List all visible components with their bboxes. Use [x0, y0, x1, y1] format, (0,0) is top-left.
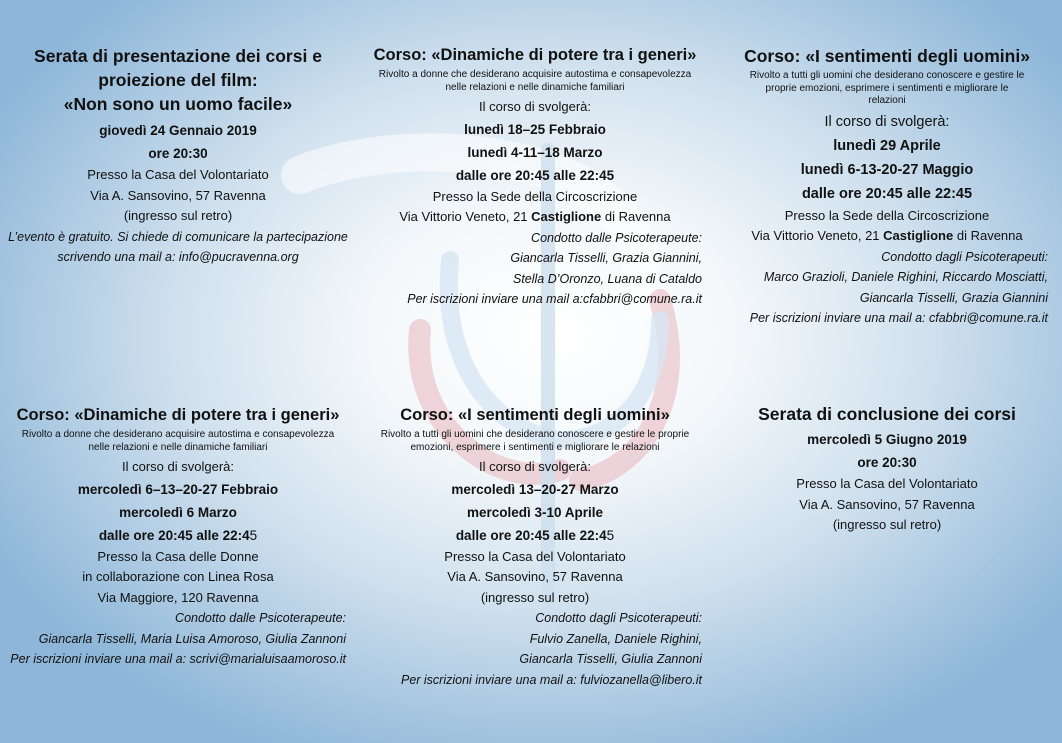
course-address: Via Vittorio Veneto, 21 Castiglione di Ravenna — [751, 228, 1023, 243]
course-subtitle: Rivolto a tutti gli uomini che desiderano conoscere e gestire le proprie — [380, 429, 690, 440]
course-conductors: Stella D’Oronzo, Luana di Cataldo — [512, 271, 702, 286]
course-time: dalle ore 20:45 alle 22:45 — [455, 167, 615, 183]
course-conductors: Giancarla Tisselli, Grazia Giannini — [859, 290, 1048, 305]
course-dates: lunedì 29 Aprile — [833, 137, 941, 154]
course-conductors: Marco Grazioli, Daniele Righini, Riccardo Mosciatti, — [763, 270, 1048, 284]
course-title: Corso: «I sentimenti degli uomini» — [744, 46, 1030, 66]
course-dates: lunedì 6-13-20-27 Maggio — [800, 161, 974, 178]
event-title: proiezione del film: — [98, 70, 258, 90]
course-conductors-label: Condotto dagli Psicoterapeuti: — [881, 249, 1048, 264]
course-dates: lunedì 4-11–18 Marzo — [467, 144, 603, 160]
course-conductors: Fulvio Zanella, Daniele Righini, — [529, 631, 702, 646]
course-place: Presso la Sede della Circoscrizione — [784, 207, 990, 223]
course-intro: Il corso di svolgerà: — [824, 113, 950, 130]
event-time: ore 20:30 — [148, 146, 208, 161]
course-subtitle: Rivolto a donne che desiderano acquisire autostima e consapevolezza — [378, 69, 692, 80]
course-time: dalle ore 20:45 alle 22:45 — [801, 185, 973, 202]
course-entrance: (ingresso sul retro) — [480, 589, 590, 605]
event-opening-block — [8, 44, 348, 268]
course-dates: mercoledì 6–13–20-27 Febbraio — [77, 481, 279, 497]
course-dates: mercoledì 13–20-27 Marzo — [451, 481, 619, 497]
event-address: Via A. Sansovino, 57 Ravenna — [799, 496, 975, 512]
course-men-block — [722, 44, 1052, 329]
event-date: giovedì 24 Gennaio 2019 — [99, 123, 257, 138]
course-subtitle: relazioni — [868, 95, 906, 106]
course-subtitle: nelle relazioni e nelle dinamiche familiari — [445, 81, 625, 93]
course-conductors: Giancarla Tisselli, Giulia Zannoni — [519, 652, 702, 666]
course-women-block — [360, 44, 710, 310]
course-time: dalle ore 20:45 alle 22:45 — [98, 527, 258, 543]
course-place: Presso la Sede della Circoscrizione — [432, 188, 638, 204]
film-title: «Non sono un uomo facile» — [63, 94, 293, 114]
course-title: Corso: «I sentimenti degli uomini» — [400, 406, 670, 424]
course-email: Per iscrizioni inviare una mail a: scrivi@marialuisaamoroso.it — [10, 652, 346, 666]
course-address: Via Maggiore, 120 Ravenna — [97, 589, 259, 605]
course-email: Per iscrizioni inviare una mail a: fulviozanella@libero.it — [400, 672, 702, 687]
course-conductors-label: Condotto dalle Psicoterapeute: — [175, 611, 346, 625]
course-conductors: Giancarla Tisselli, Maria Luisa Amoroso, Giulia Zannoni — [38, 631, 346, 646]
event-time: ore 20:30 — [857, 455, 917, 470]
event-note: L’evento è gratuito. Si chiede di comunicare la partecipazione — [8, 229, 348, 244]
event-closing-block — [722, 402, 1052, 536]
course-title: Corso: «Dinamiche di potere tra i generi» — [373, 46, 697, 64]
course-women-block-2 — [8, 404, 348, 670]
course-intro: Il corso di svolgerà: — [122, 459, 234, 474]
course-intro: Il corso di svolgerà: — [479, 459, 591, 474]
course-email: Per iscrizioni inviare una mail a:cfabbri@comune.ra.it — [407, 292, 702, 306]
course-dates: mercoledì 3-10 Aprile — [466, 504, 604, 520]
event-entrance: (ingresso sul retro) — [123, 208, 233, 223]
event-title: Serata di presentazione dei corsi e — [34, 46, 322, 66]
course-address: Via Vittorio Veneto, 21 Castiglione di Ravenna — [399, 209, 671, 224]
course-dates: mercoledì 6 Marzo — [119, 504, 237, 520]
course-men-block-2 — [360, 404, 710, 690]
course-place: Presso la Casa del Volontariato — [444, 548, 626, 564]
course-subtitle: proprie emozioni, esprimere i sentimenti e migliorare le — [765, 82, 1009, 94]
course-email: Per iscrizioni inviare una mail a: cfabbri@comune.ra.it — [749, 311, 1048, 325]
course-subtitle: Rivolto a tutti gli uomini che desiderano conoscere e gestire le — [749, 70, 1025, 81]
course-conductors: Giancarla Tisselli, Grazia Giannini, — [510, 251, 702, 265]
event-date: mercoledì 5 Giugno 2019 — [807, 432, 967, 447]
event-place: Presso la Casa del Volontariato — [796, 476, 978, 491]
event-place: Presso la Casa del Volontariato — [87, 167, 269, 182]
event-entrance: (ingresso sul retro) — [832, 517, 942, 532]
course-title: Corso: «Dinamiche di potere tra i generi» — [16, 406, 340, 424]
event-address: Via A. Sansovino, 57 Ravenna — [90, 187, 266, 203]
event-note: scrivendo una mail a: info@pucravenna.org — [57, 250, 299, 264]
course-address: Via A. Sansovino, 57 Ravenna — [447, 569, 623, 584]
course-subtitle: nelle relazioni e nelle dinamiche familiari — [88, 441, 268, 453]
course-subtitle: Rivolto a donne che desiderano acquisire autostima e consapevolezza — [21, 429, 335, 440]
course-conductors-label: Condotto dalle Psicoterapeute: — [531, 230, 702, 245]
course-conductors-label: Condotto dagli Psicoterapeuti: — [535, 611, 702, 625]
course-subtitle: emozioni, esprimere i sentimenti e migliorare le relazioni — [410, 441, 660, 453]
course-time: dalle ore 20:45 alle 22:45 — [455, 527, 615, 543]
course-intro: Il corso di svolgerà: — [479, 99, 591, 114]
course-dates: lunedì 18–25 Febbraio — [464, 121, 606, 137]
event-title: Serata di conclusione dei corsi — [758, 404, 1016, 424]
course-place: Presso la Casa delle Donne — [97, 548, 259, 564]
course-partner: in collaborazione con Linea Rosa — [82, 569, 274, 584]
